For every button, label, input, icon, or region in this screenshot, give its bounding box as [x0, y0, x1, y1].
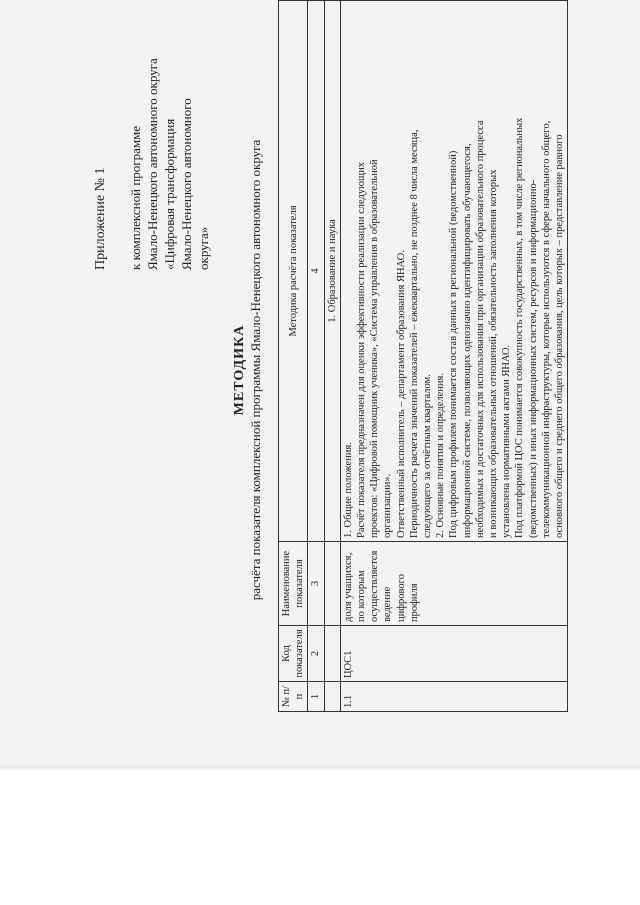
scan-bottom-edge	[0, 766, 640, 770]
header-num: № п/п	[279, 682, 308, 712]
appendix-line: Ямало-Ненецкого автономного	[179, 98, 194, 270]
method-line: (ведомственных) и иных информационных систем, ресурсов и информационно-	[527, 179, 539, 538]
col-number: 4	[308, 1, 324, 542]
rotated-content	[20, 0, 620, 740]
section-title: 1. Образование и наука	[324, 1, 340, 542]
method-line: информационной системе, позволяющих однозначно идентифицировать обучающегося,	[461, 143, 473, 538]
header-method: Методика расчёта показателя	[279, 1, 308, 542]
method-line: следующего за отчётным кварталом.	[422, 374, 434, 538]
method-line: Под платформой ЦОС понимается совокупность государственных, в том числе региональных	[514, 117, 526, 538]
appendix-line: Ямало-Ненецкого автономного округа	[145, 58, 160, 270]
row-name: доля учащихся, по которым осуществляется ведение цифрового профиля	[340, 542, 567, 626]
row-num: 1.1	[340, 682, 567, 712]
header-name: Наименование показателя	[279, 542, 308, 626]
method-line: Ответственный исполнитель – департамент образования ЯНАО.	[395, 250, 407, 538]
document-title: МЕТОДИКА	[232, 324, 247, 416]
method-line: организации».	[382, 473, 394, 538]
header-code: Код показателя	[279, 626, 308, 682]
method-line: 1. Общие положения.	[342, 442, 354, 538]
method-line: установлена нормативными актами ЯНАО.	[501, 344, 513, 538]
row-code: ЦОС1	[340, 626, 567, 682]
table-header-row	[279, 1, 308, 712]
col-number: 1	[308, 682, 324, 712]
row-method	[340, 1, 567, 542]
appendix-number: Приложение № 1	[93, 167, 108, 270]
method-line: Периодичность расчета значений показателей – ежеквартально, не позднее 8 числа месяца,	[408, 129, 420, 538]
appendix-line: «Цифровая трансформация	[162, 118, 177, 270]
column-number-row	[308, 1, 324, 712]
method-table	[278, 0, 568, 712]
col-number: 2	[308, 626, 324, 682]
method-line: Под цифровым профилем понимается состав данных в региональной (ведомственной)	[448, 150, 460, 538]
table-row	[340, 1, 567, 712]
appendix-line: округа»	[196, 226, 211, 270]
method-line: проектов: «Цифровой помощник ученика», «Система управления в образовательной	[369, 159, 381, 538]
section-row	[324, 1, 340, 712]
method-line: и возникающих образовательных отношений, обязательность заполнения которых	[488, 169, 500, 538]
method-line: основного общего и среднего общего образования, цель которых – представление равного	[554, 134, 566, 538]
col-number: 3	[308, 542, 324, 626]
method-line: необходимых и достаточных для использования при организации образовательного процесса	[474, 120, 486, 538]
document-subtitle: расчёта показателя комплексной программы Ямало-Ненецкого автономного округа	[248, 139, 263, 601]
method-line: телекоммуникационной инфраструктуры, которые используются в сфере начального общего,	[540, 120, 552, 538]
method-line: Расчёт показателя предназначен для оценки эффективности реализации следующих	[356, 162, 368, 538]
appendix-line: к комплексной программе	[128, 125, 143, 270]
method-line: 2. Основные понятия и определения.	[435, 373, 447, 538]
appendix-block	[92, 0, 212, 270]
